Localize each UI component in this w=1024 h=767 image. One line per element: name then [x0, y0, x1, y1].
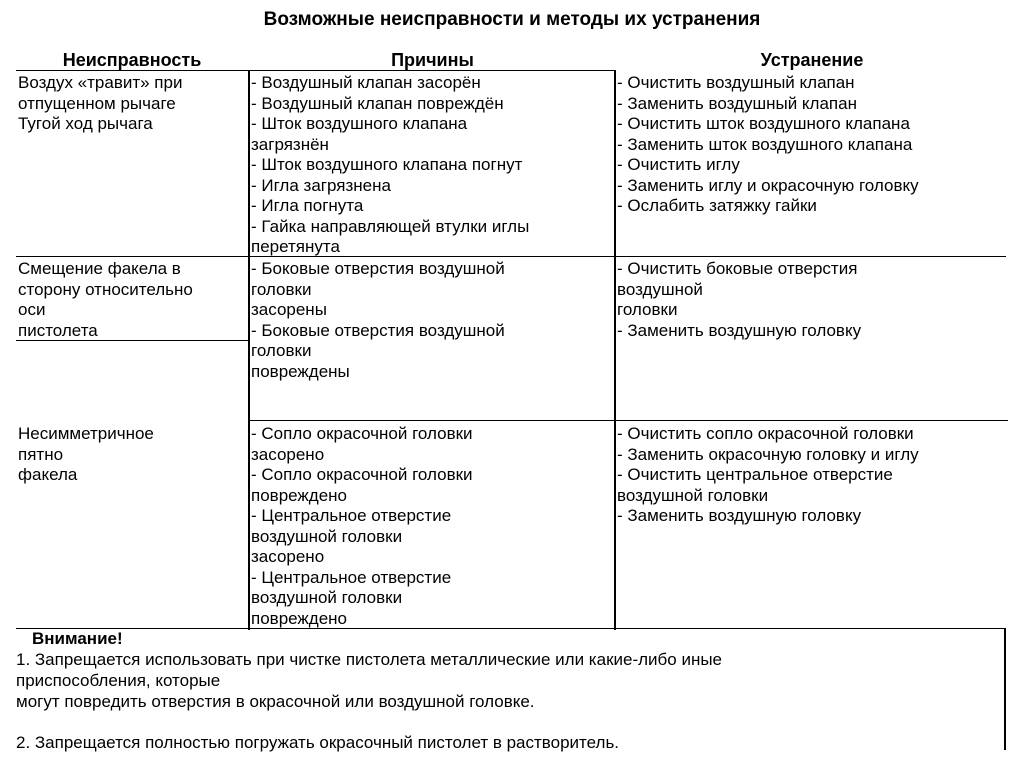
row1-fix: - Очистить воздушный клапан - Заменить воздушный клапан - Очистить шток воздушного клапана - Заменить шток воздушного клапана - Очистить иглу - Заменить иглу и окрасочную головку - Ослабить затяжку гайки — [617, 73, 919, 215]
note-right-border — [1004, 628, 1006, 750]
header-underline-left — [16, 70, 616, 71]
header-fix: Устранение — [760, 50, 864, 70]
row-divider-2 — [248, 420, 1008, 421]
warning-item-2: 2. Запрещается полностью погружать окрасочный пистолет в растворитель. — [16, 733, 620, 752]
warning-title: Внимание! — [32, 629, 123, 648]
page-title: Возможные неисправности и методы их устранения — [263, 9, 761, 30]
row2-fix: - Очистить боковые отверстия воздушной головки - Заменить воздушную головку — [617, 259, 862, 340]
header-causes: Причины — [391, 50, 474, 70]
row2-causes: - Боковые отверстия воздушной головки засорены - Боковые отверстия воздушной головки повреждены — [251, 259, 505, 381]
col-divider-2 — [614, 70, 616, 630]
row3-fix: - Очистить сопло окрасочной головки - Заменить окрасочную головку и иглу - Очистить центральное отверстие воздушной головки - Заменить воздушную головку — [617, 424, 919, 525]
row1-causes: - Воздушный клапан засорён - Воздушный клапан повреждён - Шток воздушного клапана загрязнён - Шток воздушного клапана погнут - Игла загрязнена - Игла погнута - Гайка направляющей втулки иглы перетянута — [251, 73, 530, 256]
row3-fault: Несимметричное пятно факела — [18, 424, 154, 484]
row2-fault: Смещение факела в сторону относительно оси пистолета — [18, 259, 193, 340]
header-fault: Неисправность — [62, 50, 202, 70]
col-divider-1 — [248, 70, 250, 630]
row1-fault: Воздух «травит» при отпущенном рычаге Тугой ход рычага — [18, 73, 183, 133]
row3-causes: - Сопло окрасочной головки засорено - Сопло окрасочной головки повреждено - Центральное отверстие воздушной головки засорено - Центральное отверстие воздушной головки повреждено — [251, 424, 473, 628]
table-bottom-line — [16, 628, 1006, 629]
warning-item-1: 1. Запрещается использовать при чистке пистолета металлические или какие-либо иные приспособления, которые могут повредить отверстия в окрасочной или воздушной головке. — [16, 650, 723, 711]
